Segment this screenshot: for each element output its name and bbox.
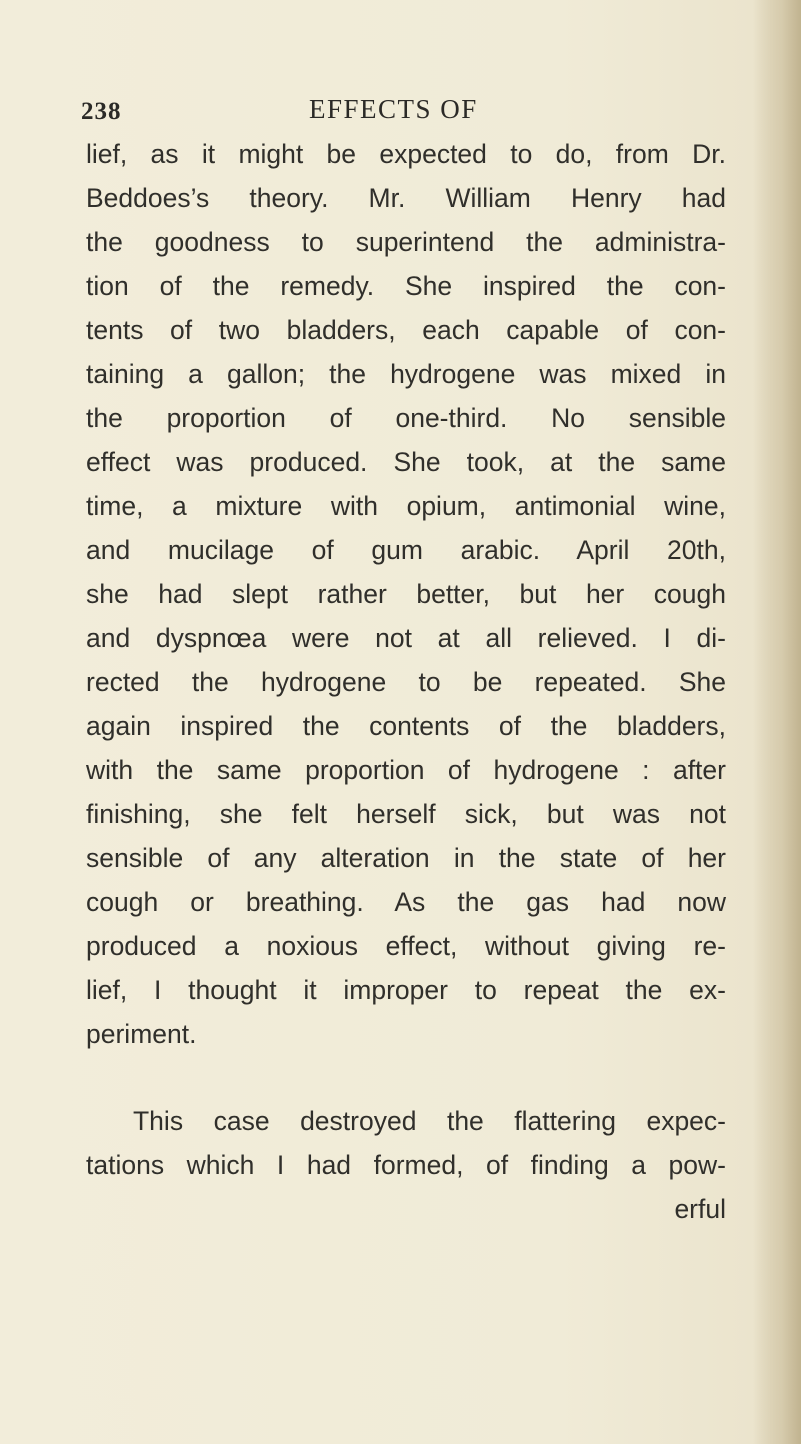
running-head-title: EFFECTS OF	[309, 94, 478, 124]
text-line: she had slept rather better, but her cough	[86, 579, 726, 609]
text-line: the proportion of one-third. No sensible	[86, 403, 726, 433]
page-number: 238	[81, 98, 122, 125]
text-line: periment.	[86, 1019, 197, 1049]
paragraph-1	[86, 132, 726, 1056]
text-line: tion of the remedy. She inspired the con-	[86, 271, 726, 301]
text-line: cough or breathing. As the gas had now	[86, 887, 726, 917]
text-line: time, a mixture with opium, antimonial wine,	[86, 491, 726, 521]
text-line: This case destroyed the flattering expec-	[133, 1106, 726, 1136]
text-line: and mucilage of gum arabic. April 20th,	[86, 535, 726, 565]
text-line: and dyspnœa were not at all relieved. I di-	[86, 623, 726, 653]
text-line: lief, as it might be expected to do, from Dr.	[86, 139, 726, 169]
text-line: tations which I had formed, of finding a pow-	[86, 1150, 726, 1180]
text-line: again inspired the contents of the bladders,	[86, 711, 726, 741]
running-head	[0, 94, 801, 134]
text-line: effect was produced. She took, at the same	[86, 447, 726, 477]
text-line: the goodness to superintend the administra-	[86, 227, 726, 257]
page-edge-shadow	[753, 0, 801, 1444]
text-line: produced a noxious effect, without giving re-	[86, 931, 726, 961]
text-line: finishing, she felt herself sick, but was not	[86, 799, 726, 829]
text-line: taining a gallon; the hydrogene was mixed in	[86, 359, 726, 389]
text-line: tents of two bladders, each capable of con-	[86, 315, 726, 345]
text-line: sensible of any alteration in the state of her	[86, 843, 726, 873]
text-line: Beddoes’s theory. Mr. William Henry had	[86, 183, 726, 213]
paragraph-gap	[86, 1056, 726, 1099]
text-line: with the same proportion of hydrogene : after	[86, 755, 726, 785]
catchword: erful	[674, 1194, 726, 1224]
paragraph-2	[86, 1099, 726, 1187]
text-line: lief, I thought it improper to repeat the ex-	[86, 975, 726, 1005]
body-text	[86, 132, 726, 1231]
text-line: rected the hydrogene to be repeated. She	[86, 667, 726, 697]
